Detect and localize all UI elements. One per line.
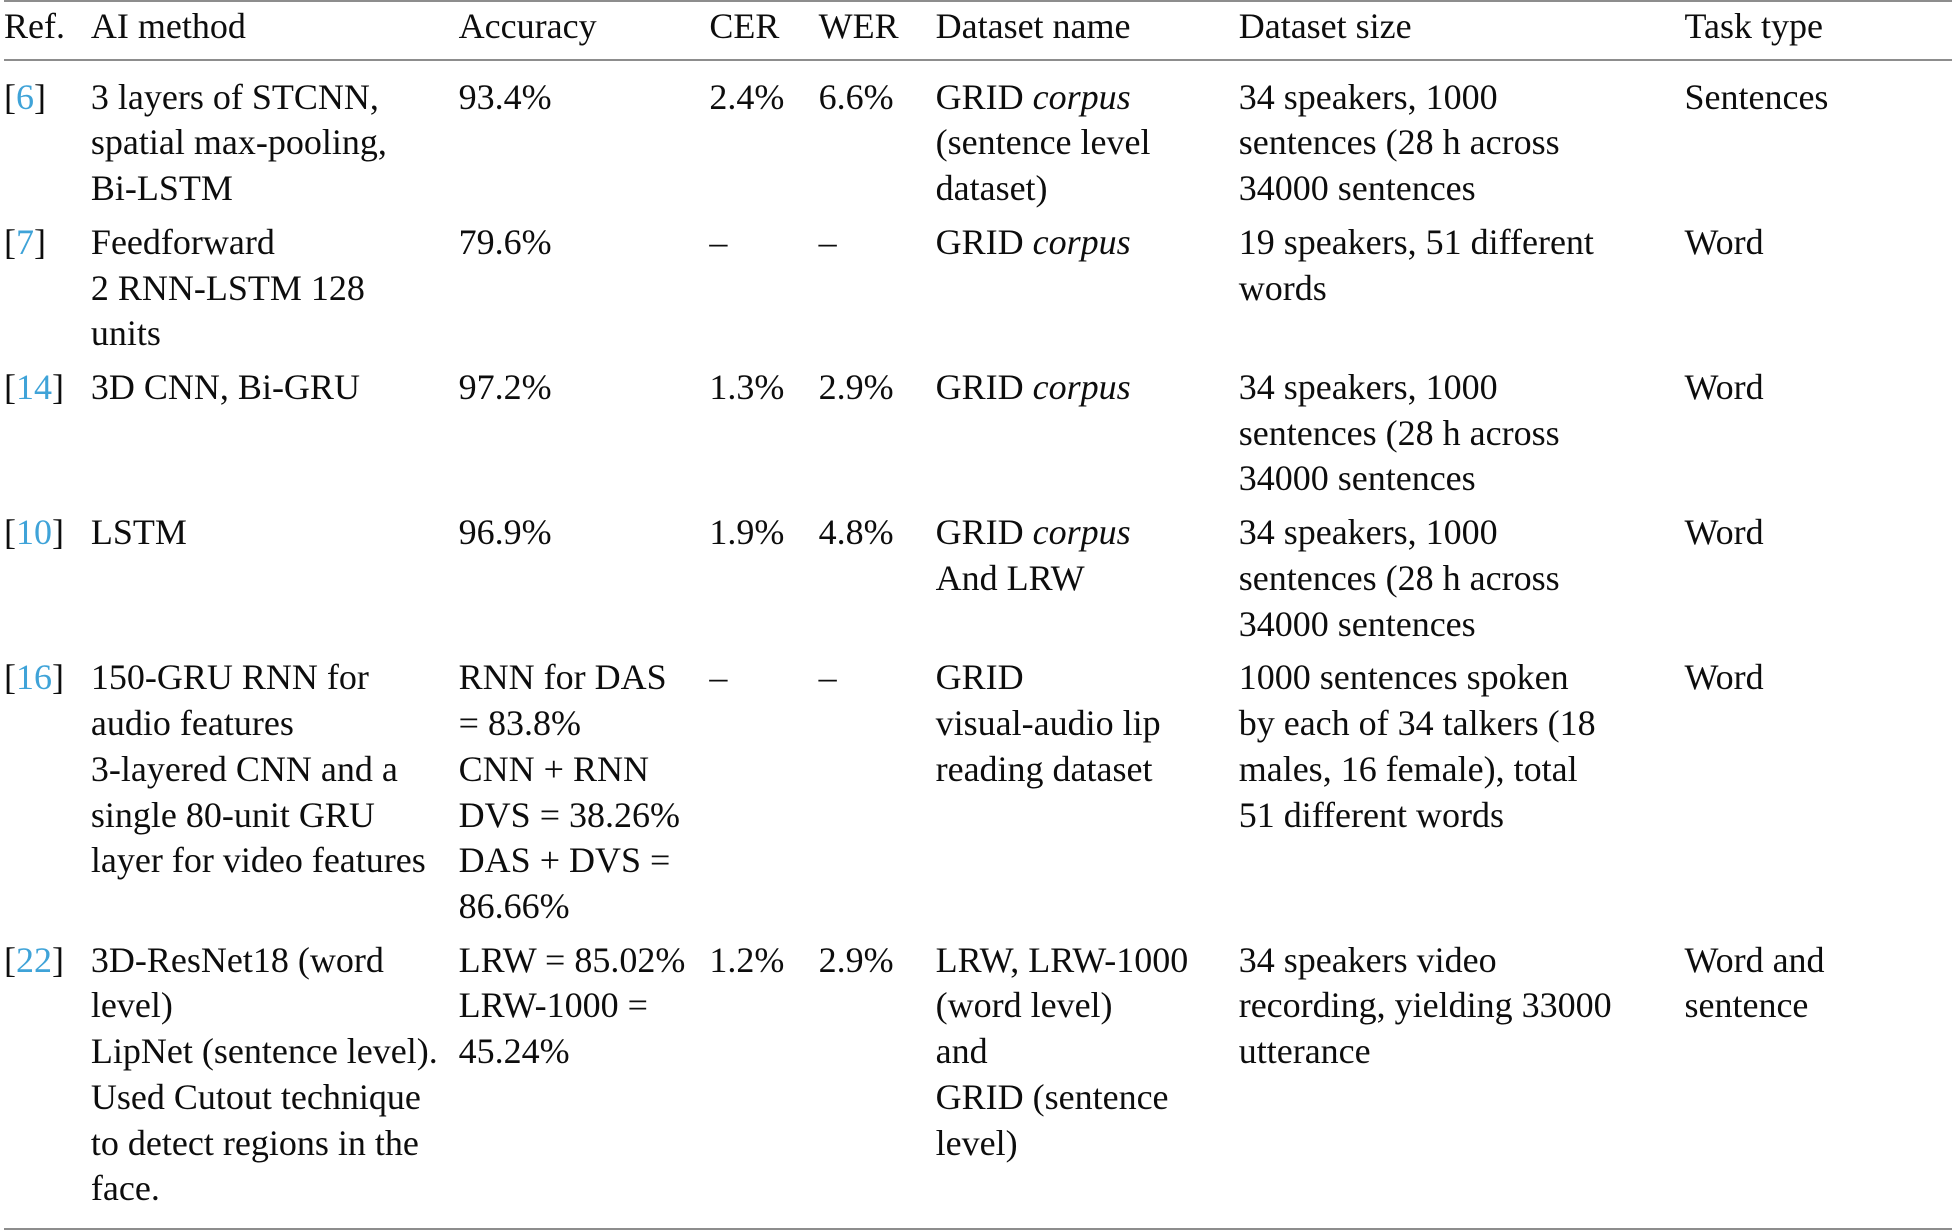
cell-dataset-size-line: sentences (28 h across — [1238, 122, 1560, 163]
cell-ai-method-line: face. — [90, 1168, 160, 1209]
table-header — [4, 1, 1952, 60]
cell-dataset-name — [936, 357, 1239, 502]
cell-dataset-size-line: 34000 sentences — [1238, 168, 1476, 209]
cell-dataset-name-line: GRID corpus — [935, 512, 1131, 553]
cell-dataset-size-line: recording, yielding 33000 — [1238, 985, 1612, 1026]
cell-task-type-line: sentence — [1684, 985, 1809, 1026]
cell-dataset-name-line: and — [935, 1031, 988, 1072]
cell-ai-method-line: 2 RNN-LSTM 128 — [90, 267, 365, 308]
cell-wer — [819, 212, 936, 357]
column-header-method: AI method — [91, 1, 459, 60]
table-row — [4, 930, 1952, 1229]
cell-dataset-size-line: 34 speakers video — [1238, 939, 1497, 980]
cell-ai-method — [91, 502, 459, 647]
table-row — [4, 502, 1952, 647]
cell-dataset-name-line: (sentence level — [935, 122, 1151, 163]
cell-ref — [4, 930, 91, 1229]
cell-ai-method-line: spatial max-pooling, — [90, 122, 387, 163]
cell-task-type — [1684, 60, 1952, 212]
cell-accuracy-line: = 83.8% — [458, 703, 581, 744]
cell-dataset-name-line: GRID corpus — [935, 367, 1131, 408]
cell-dataset-size — [1239, 212, 1685, 357]
bracket-open: [ — [4, 939, 16, 980]
cell-accuracy-line: CNN + RNN — [458, 748, 649, 789]
bracket-open: [ — [4, 512, 16, 553]
cell-dataset-name-line: GRID corpus — [935, 221, 1131, 262]
cell-wer — [819, 647, 936, 929]
citation-number[interactable]: 22 — [16, 939, 52, 980]
cell-wer-line: – — [818, 221, 837, 262]
cell-dataset-size — [1239, 502, 1685, 647]
cell-accuracy-line: 93.4% — [458, 76, 552, 117]
cell-cer-line: 2.4% — [709, 76, 785, 117]
column-header-task-type: Task type — [1684, 1, 1952, 60]
cell-ai-method — [91, 357, 459, 502]
cell-task-type-line: Word and — [1684, 939, 1825, 980]
cell-accuracy — [459, 357, 710, 502]
cell-task-type-line: Word — [1684, 657, 1764, 698]
cell-ai-method-line: 3 layers of STCNN, — [90, 76, 379, 117]
cell-ai-method — [91, 212, 459, 357]
cell-dataset-size-line: 19 speakers, 51 different — [1238, 221, 1594, 262]
cell-ai-method-line: 3-layered CNN and a — [90, 748, 398, 789]
cell-task-type-line: Word — [1684, 221, 1764, 262]
cell-ai-method-line: Bi-LSTM — [90, 168, 233, 209]
cell-cer-line: 1.2% — [709, 939, 785, 980]
italic-term: corpus — [1032, 76, 1131, 117]
cell-task-type — [1684, 647, 1952, 929]
cell-task-type — [1684, 502, 1952, 647]
cell-accuracy-line: 97.2% — [458, 367, 552, 408]
cell-accuracy-line: 96.9% — [458, 512, 552, 553]
cell-dataset-name-line: level) — [935, 1122, 1018, 1163]
cell-dataset-name-line: GRID corpus — [935, 76, 1131, 117]
citation-number[interactable]: 7 — [16, 221, 34, 262]
bracket-close: ] — [34, 221, 46, 262]
cell-accuracy — [459, 502, 710, 647]
column-header-dataset-name: Dataset name — [936, 1, 1239, 60]
cell-dataset-name — [936, 930, 1239, 1229]
cell-dataset-size-line: utterance — [1238, 1031, 1371, 1072]
citation-link[interactable] — [4, 222, 46, 262]
column-header-cer: CER — [709, 1, 818, 60]
cell-dataset-size-line: 34 speakers, 1000 — [1238, 512, 1498, 553]
column-header-wer: WER — [819, 1, 936, 60]
cell-ai-method-line: Feedforward — [90, 221, 275, 262]
cell-ref — [4, 647, 91, 929]
cell-dataset-size-line: words — [1238, 267, 1327, 308]
cell-cer — [709, 930, 818, 1229]
cell-accuracy-line: RNN for DAS — [458, 657, 667, 698]
cell-task-type-line: Word — [1684, 367, 1764, 408]
cell-wer — [819, 502, 936, 647]
cell-wer-line: 2.9% — [818, 367, 894, 408]
cell-ai-method-line: 3D-ResNet18 (word — [90, 939, 384, 980]
column-header-ref: Ref. — [4, 1, 91, 60]
cell-dataset-name — [936, 212, 1239, 357]
cell-wer-line: 6.6% — [818, 76, 894, 117]
table-row — [4, 212, 1952, 357]
cell-dataset-name-line: (word level) — [935, 985, 1113, 1026]
citation-number[interactable]: 14 — [16, 367, 52, 408]
cell-dataset-name-line: And LRW — [935, 557, 1085, 598]
cell-accuracy — [459, 647, 710, 929]
comparison-table — [4, 0, 1952, 1230]
cell-accuracy-line: 86.66% — [458, 885, 570, 926]
cell-dataset-size-line: 34000 sentences — [1238, 458, 1476, 499]
cell-accuracy-line: DVS = 38.26% — [458, 794, 680, 835]
cell-dataset-size-line: 34000 sentences — [1238, 603, 1476, 644]
cell-accuracy-line: LRW = 85.02% — [458, 939, 686, 980]
bracket-open: [ — [4, 221, 16, 262]
cell-ai-method-line: audio features — [90, 703, 294, 744]
citation-number[interactable]: 16 — [16, 657, 52, 698]
cell-ai-method-line: to detect regions in the — [90, 1122, 419, 1163]
cell-dataset-name — [936, 60, 1239, 212]
header-row — [4, 1, 1952, 60]
cell-ai-method-line: 150-GRU RNN for — [90, 657, 369, 698]
citation-number[interactable]: 10 — [16, 512, 52, 553]
cell-wer — [819, 357, 936, 502]
cell-dataset-size — [1239, 647, 1685, 929]
cell-ai-method — [91, 647, 459, 929]
cell-dataset-name-line: GRID (sentence — [935, 1076, 1169, 1117]
cell-cer — [709, 502, 818, 647]
cell-dataset-name-line: LRW, LRW-1000 — [935, 939, 1189, 980]
cell-ai-method-line: units — [90, 313, 161, 354]
cell-dataset-size-line: males, 16 female), total — [1238, 748, 1578, 789]
cell-dataset-name — [936, 502, 1239, 647]
bracket-open: [ — [4, 76, 16, 117]
cell-ai-method-line: LSTM — [90, 512, 187, 553]
cell-dataset-size — [1239, 60, 1685, 212]
italic-term: corpus — [1032, 512, 1131, 553]
cell-wer — [819, 930, 936, 1229]
citation-link[interactable] — [4, 657, 64, 697]
cell-wer-line: 2.9% — [818, 939, 894, 980]
cell-task-type-line: Sentences — [1684, 76, 1829, 117]
cell-cer — [709, 647, 818, 929]
cell-ai-method — [91, 930, 459, 1229]
cell-dataset-name-line: dataset) — [935, 168, 1048, 209]
cell-cer — [709, 212, 818, 357]
citation-link[interactable] — [4, 367, 64, 407]
table-row — [4, 647, 1952, 929]
cell-accuracy-line: 79.6% — [458, 221, 552, 262]
table-row — [4, 357, 1952, 502]
bracket-close: ] — [52, 657, 64, 698]
table-body — [4, 60, 1952, 1229]
column-header-dataset-size: Dataset size — [1239, 1, 1685, 60]
cell-cer-line: 1.3% — [709, 367, 785, 408]
cell-dataset-size-line: 34 speakers, 1000 — [1238, 76, 1498, 117]
cell-dataset-name — [936, 647, 1239, 929]
cell-cer-line: 1.9% — [709, 512, 785, 553]
cell-ai-method-line: LipNet (sentence level). — [90, 1031, 438, 1072]
cell-cer-line: – — [709, 657, 728, 698]
bracket-close: ] — [34, 76, 46, 117]
cell-wer-line: – — [818, 657, 837, 698]
column-header-accuracy: Accuracy — [459, 1, 710, 60]
cell-cer — [709, 357, 818, 502]
bracket-open: [ — [4, 367, 16, 408]
cell-accuracy — [459, 930, 710, 1229]
cell-accuracy-line: LRW-1000 = — [458, 985, 648, 1026]
italic-term: corpus — [1032, 367, 1131, 408]
citation-link[interactable] — [4, 512, 64, 552]
cell-wer — [819, 60, 936, 212]
bracket-open: [ — [4, 657, 16, 698]
cell-ai-method-line: 3D CNN, Bi-GRU — [90, 367, 360, 408]
citation-link[interactable] — [4, 77, 46, 117]
cell-cer — [709, 60, 818, 212]
bracket-close: ] — [52, 512, 64, 553]
cell-ref — [4, 502, 91, 647]
cell-cer-line: – — [709, 221, 728, 262]
cell-dataset-name-line: GRID — [935, 657, 1024, 698]
cell-accuracy — [459, 212, 710, 357]
cell-task-type — [1684, 930, 1952, 1229]
cell-task-type — [1684, 212, 1952, 357]
cell-dataset-size-line: 34 speakers, 1000 — [1238, 367, 1498, 408]
bracket-close: ] — [52, 939, 64, 980]
cell-task-type — [1684, 357, 1952, 502]
cell-accuracy-line: 45.24% — [458, 1031, 570, 1072]
cell-dataset-size — [1239, 357, 1685, 502]
cell-dataset-size-line: by each of 34 talkers (18 — [1238, 703, 1596, 744]
bracket-close: ] — [52, 367, 64, 408]
cell-ai-method-line: layer for video features — [90, 840, 426, 881]
italic-term: corpus — [1032, 221, 1131, 262]
cell-dataset-size-line: sentences (28 h across — [1238, 412, 1560, 453]
cell-ai-method-line: level) — [90, 985, 173, 1026]
citation-link[interactable] — [4, 940, 64, 980]
cell-dataset-name-line: visual-audio lip — [935, 703, 1161, 744]
table-row — [4, 60, 1952, 212]
cell-ref — [4, 60, 91, 212]
cell-dataset-size — [1239, 930, 1685, 1229]
cell-accuracy — [459, 60, 710, 212]
cell-dataset-size-line: 51 different words — [1238, 794, 1504, 835]
cell-wer-line: 4.8% — [818, 512, 894, 553]
cell-accuracy-line: DAS + DVS = — [458, 840, 671, 881]
cell-ai-method-line: single 80-unit GRU — [90, 794, 375, 835]
cell-dataset-size-line: sentences (28 h across — [1238, 557, 1560, 598]
cell-ai-method — [91, 60, 459, 212]
cell-dataset-name-line: reading dataset — [935, 748, 1153, 789]
cell-task-type-line: Word — [1684, 512, 1764, 553]
cell-dataset-size-line: 1000 sentences spoken — [1238, 657, 1569, 698]
cell-ai-method-line: Used Cutout technique — [90, 1076, 421, 1117]
citation-number[interactable]: 6 — [16, 76, 34, 117]
cell-ref — [4, 212, 91, 357]
cell-ref — [4, 357, 91, 502]
